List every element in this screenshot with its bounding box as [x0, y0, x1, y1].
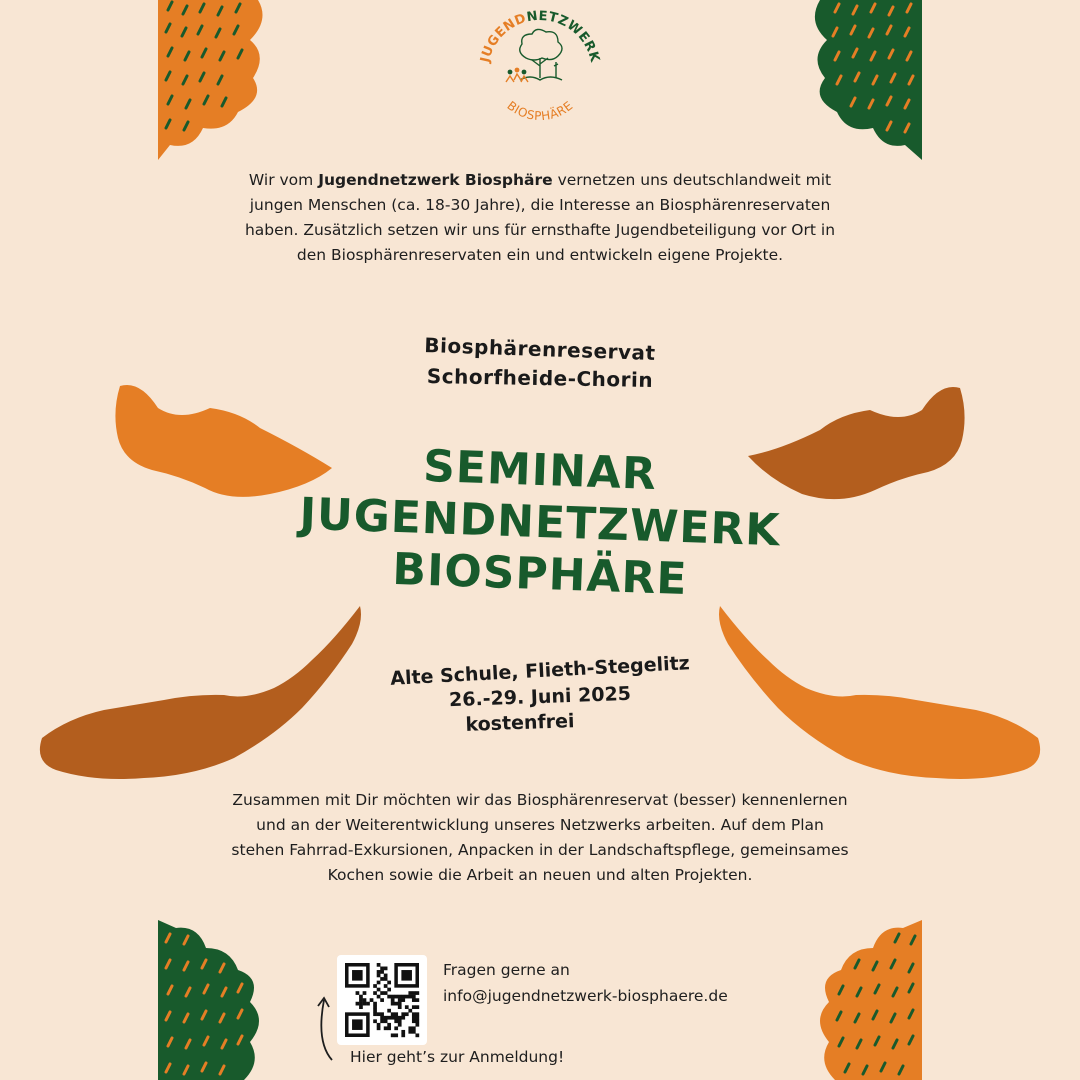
logo: [470, 10, 610, 120]
intro-paragraph: [230, 168, 850, 268]
title-line-2: JUGENDNETZWERK: [298, 488, 782, 557]
contact-email[interactable]: info@jugendnetzwerk-biosphaere.de: [443, 987, 728, 1005]
contact-label: Fragen gerne an: [443, 961, 570, 979]
leaf-decoration-top-left: [158, 0, 270, 160]
qr-code-icon[interactable]: [337, 955, 427, 1045]
leaf-decoration-top-right: [805, 0, 922, 160]
logo-top-text: JUGENDNETZWERK: [477, 10, 603, 65]
reserve-line-2: Schorfheide-Chorin: [426, 364, 654, 392]
event-price: kostenfrei: [465, 710, 575, 736]
contact-info: [443, 957, 728, 1009]
event-location: Alte Schule, Flieth-Stegelitz: [389, 652, 691, 690]
leaf-shape-lower-left: [34, 600, 364, 785]
people-logo-icon: [506, 68, 528, 82]
outro-paragraph: Zusammen mit Dir möchten wir das Biosphärenreservat (besser) kennenlernen und an der Weiterentwicklung unseres Netzwerks arbeiten. Auf dem Plan stehen Fahrrad-Exkursionen, Anpacken in der Landschaftspflege, gemeinsames Kochen sowie die Arbeit an neuen und alten Projekten.: [231, 791, 849, 884]
seminar-title: [250, 440, 830, 606]
event-date: 26.-29. Juni 2025: [448, 682, 632, 712]
leaf-decoration-bottom-right: [805, 920, 922, 1080]
signup-hint: Hier geht’s zur Anmeldung!: [350, 1048, 565, 1066]
logo-bottom-text: BIOSPHÄRE: [504, 98, 576, 120]
event-details: [360, 652, 720, 736]
reserve-name: [390, 332, 690, 393]
title-line-3: BIOSPHÄRE: [391, 543, 689, 606]
intro-suffix: vernetzen uns deutschlandweit mit jungen Menschen (ca. 18-30 Jahre), die Interesse an Biosphärenreservaten haben. Zusätzlich setzen wir uns für ernsthafte Jugendbeteiligung vor Ort in den Biosphärenreservaten ein und entwickeln eigene Projekte.: [244, 171, 836, 264]
leaf-shape-lower-right: [716, 600, 1046, 785]
intro-prefix: Wir vom: [248, 171, 319, 189]
leaf-decoration-bottom-left: [158, 920, 270, 1080]
curved-arrow-icon: [312, 992, 342, 1064]
title-line-1: SEMINAR: [422, 440, 658, 501]
reserve-line-1: Biosphärenreservat: [423, 332, 657, 366]
intro-bold: Jugendnetzwerk Biosphäre: [318, 171, 553, 189]
